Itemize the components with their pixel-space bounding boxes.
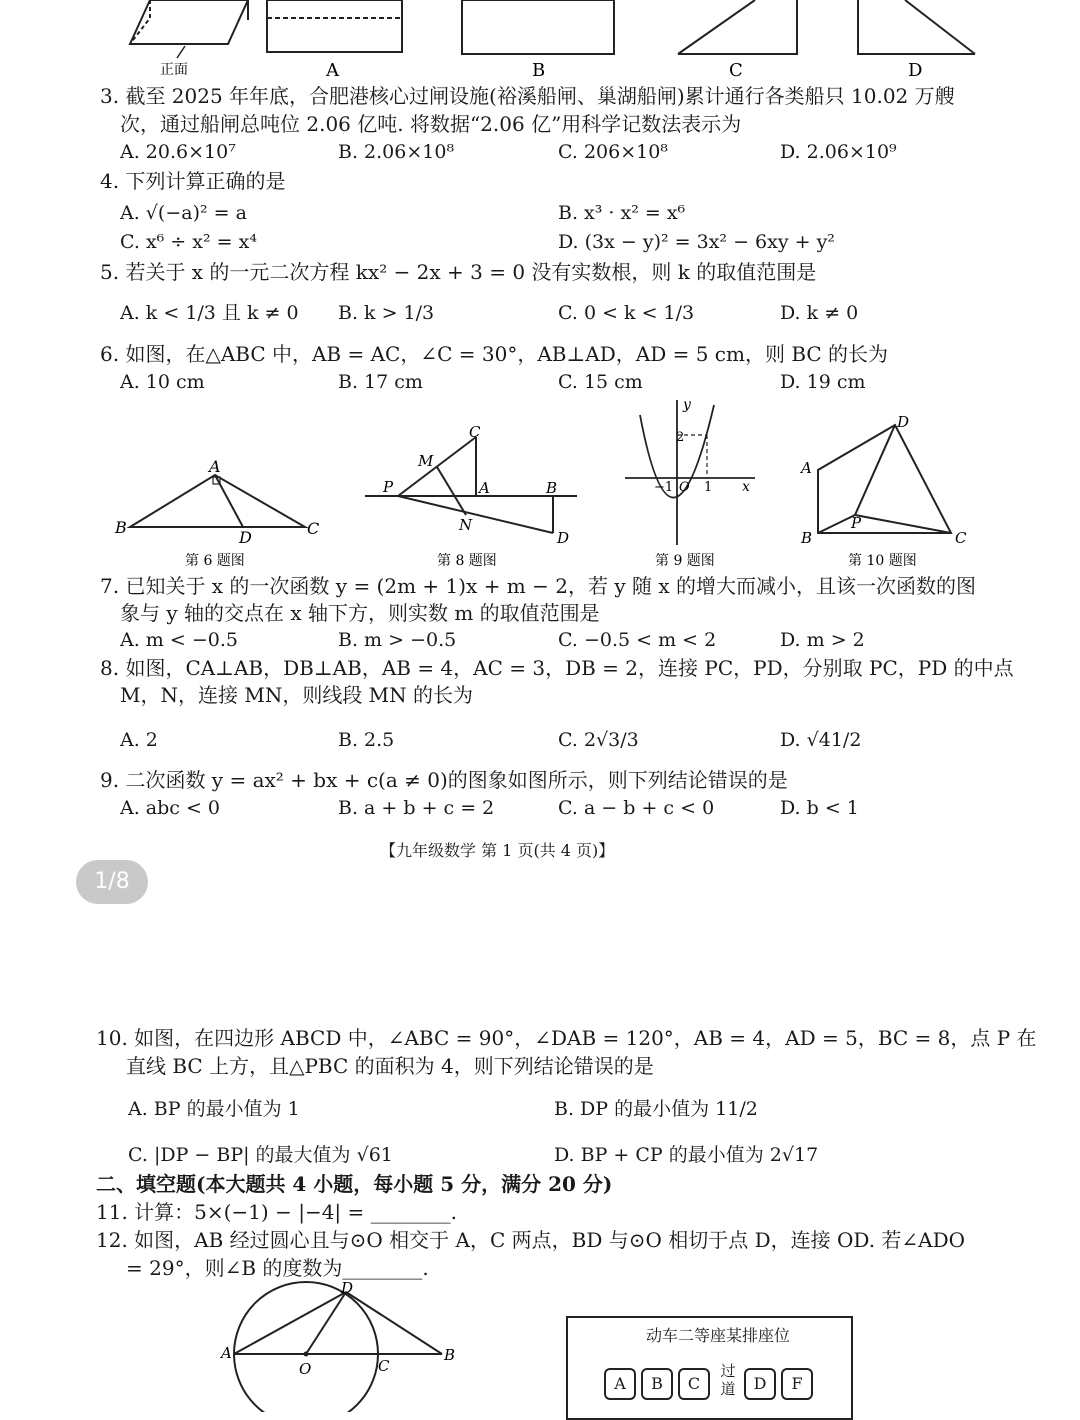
q7-option-a: A. m < −0.5 <box>120 629 238 651</box>
q7-line2: 象与 y 轴的交点在 x 轴下方，则实数 m 的取值范围是 <box>120 601 600 625</box>
q10-option-c: C. |DP − BP| 的最大值为 √61 <box>128 1144 393 1166</box>
q5-option-a: A. k < 1/3 且 k ≠ 0 <box>120 302 299 324</box>
fig10-point-a: A <box>801 459 812 477</box>
view-b-shape <box>462 0 614 54</box>
view-label-d: D <box>908 60 923 81</box>
caption-fig10: 第 10 题图 <box>848 553 917 569</box>
q4-option-b: B. x³ · x² = x⁶ <box>558 202 686 224</box>
q8-option-c: C. 2√3/3 <box>558 729 639 751</box>
fig8-point-m: M <box>418 452 434 470</box>
fig8-point-a: A <box>479 479 490 497</box>
q6-option-c: C. 15 cm <box>558 371 643 393</box>
fig10-point-d: D <box>897 413 910 431</box>
q7-option-d: D. m > 2 <box>780 629 865 651</box>
q12-line1: 12. 如图，AB 经过圆心且与⊙O 相交于 A，C 两点，BD 与⊙O 相切于点 D，连接 OD. 若∠ADO <box>96 1228 966 1252</box>
q10-option-a: A. BP 的最小值为 1 <box>128 1098 300 1120</box>
q4-option-a: A. √(−a)² = a <box>120 202 247 224</box>
q6-stem: 6. 如图，在△ABC 中，AB = AC，∠C = 30°，AB⊥AD，AD = 5 cm，则 BC 的长为 <box>100 342 889 366</box>
fig8-point-d: D <box>557 529 570 547</box>
fig9-label-y: y <box>683 397 691 413</box>
fig10-point-p: P <box>851 514 862 532</box>
fig6-point-a: A <box>209 457 221 476</box>
q7-option-c: C. −0.5 < m < 2 <box>558 629 717 651</box>
q8-line1: 8. 如图，CA⊥AB，DB⊥AB，AB = 4，AC = 3，DB = 2，连接 PC，PD，分别取 PC，PD 的中点 <box>100 656 1014 680</box>
q8-option-b: B. 2.5 <box>338 729 395 751</box>
q10-line1: 10. 如图，在四边形 ABCD 中，∠ABC = 90°，∠DAB = 120°，AB = 4，AD = 5，BC = 8，点 P 在 <box>96 1026 1037 1050</box>
q9-option-c: C. a − b + c < 0 <box>558 797 715 819</box>
q10-option-b: B. DP 的最小值为 11/2 <box>554 1098 758 1120</box>
q5-option-b: B. k > 1/3 <box>338 302 435 324</box>
q5-option-c: C. 0 < k < 1/3 <box>558 302 695 324</box>
fig9-label-1: 1 <box>704 480 713 495</box>
q12-figure <box>220 1280 470 1412</box>
q3-option-c: C. 206×10⁸ <box>558 141 668 163</box>
fig8-point-n: N <box>459 516 473 534</box>
q3-line2: 次，通过船闸总吨位 2.06 亿吨. 将数据“2.06 亿”用科学记数法表示为 <box>120 112 742 136</box>
q10-line2: 直线 BC 上方，且△PBC 的面积为 4，则下列结论错误的是 <box>126 1054 654 1078</box>
caption-fig6: 第 6 题图 <box>185 553 245 569</box>
q3-line1: 3. 截至 2025 年年底，合肥港核心过闸设施(裕溪船闸、巢湖船闸)累计通行各类船只 10.02 万艘 <box>100 84 955 108</box>
fig6-point-b: B <box>115 518 127 537</box>
view-label-a: A <box>326 60 339 81</box>
fig8-point-p: P <box>383 478 394 496</box>
page-footer: 【九年级数学 第 1 页(共 4 页)】 <box>380 841 615 860</box>
seat-panel-title: 动车二等座某排座位 <box>646 1326 791 1345</box>
q12-point-d: D <box>341 1280 354 1297</box>
q5-option-d: D. k ≠ 0 <box>780 302 859 324</box>
q12-point-o: O <box>299 1360 312 1378</box>
view-c-shape <box>678 0 797 54</box>
view-label-c: C <box>729 60 743 81</box>
fig9-label-2: 2 <box>676 430 685 445</box>
q12-point-b: B <box>444 1346 456 1364</box>
q3-option-d: D. 2.06×10⁹ <box>780 141 897 163</box>
fig8-point-b: B <box>546 479 558 497</box>
q5-stem: 5. 若关于 x 的一元二次方程 kx² − 2x + 3 = 0 没有实数根，则 k 的取值范围是 <box>100 260 817 284</box>
q7-line1: 7. 已知关于 x 的一次函数 y = (2m + 1)x + m − 2，若 y 随 x 的增大而减小，且该一次函数的图 <box>100 574 976 598</box>
figure-10 <box>818 425 951 533</box>
q8-option-d: D. √41/2 <box>780 729 862 751</box>
q9-stem: 9. 二次函数 y = ax² + bx + c(a ≠ 0)的图象如图所示，则下列结论错误的是 <box>100 768 788 792</box>
q9-option-b: B. a + b + c = 2 <box>338 797 495 819</box>
figures-row <box>0 395 1080 575</box>
page-indicator[interactable]: 1/8 <box>76 860 148 904</box>
q9-option-a: A. abc < 0 <box>120 797 221 819</box>
fig9-label-o: O <box>679 480 690 495</box>
fig9-label-x: x <box>742 479 750 495</box>
q6-option-a: A. 10 cm <box>120 371 205 393</box>
view-label-b: B <box>532 60 546 81</box>
seat-d: D <box>744 1368 776 1400</box>
q4-option-c: C. x⁶ ÷ x² = x⁴ <box>120 231 257 253</box>
seat-b: B <box>641 1368 673 1400</box>
q8-line2: M，N，连接 MN，则线段 MN 的长为 <box>120 683 474 707</box>
q7-option-b: B. m > −0.5 <box>338 629 457 651</box>
q11: 11. 计算：5×(−1) − |−4| = ________. <box>96 1200 457 1224</box>
front-label: 正面 <box>160 62 188 78</box>
fig6-point-d: D <box>239 528 252 547</box>
q12-point-c: C <box>378 1357 390 1375</box>
q10-option-d: D. BP + CP 的最小值为 2√17 <box>554 1144 819 1166</box>
fig10-point-b: B <box>801 529 813 547</box>
figure-9 <box>625 400 755 545</box>
q3-option-b: B. 2.06×10⁸ <box>338 141 455 163</box>
seat-c: C <box>678 1368 710 1400</box>
fig9-label-neg1: −1 <box>654 480 674 495</box>
q6-option-d: D. 19 cm <box>780 371 866 393</box>
section-2-heading: 二、填空题(本大题共 4 小题，每小题 5 分，满分 20 分) <box>96 1172 613 1196</box>
q4-option-d: D. (3x − y)² = 3x² − 6xy + y² <box>558 231 835 253</box>
caption-fig9: 第 9 题图 <box>655 553 715 569</box>
q12-point-a: A <box>221 1344 232 1362</box>
caption-fig8: 第 8 题图 <box>437 553 497 569</box>
fig10-point-c: C <box>955 529 967 547</box>
view-a-shape <box>267 0 402 52</box>
fig6-point-c: C <box>307 519 320 538</box>
figure-6 <box>130 475 305 527</box>
q8-option-a: A. 2 <box>120 729 158 751</box>
q4-stem: 4. 下列计算正确的是 <box>100 169 286 193</box>
seat-f: F <box>781 1368 813 1400</box>
q9-option-d: D. b < 1 <box>780 797 859 819</box>
seat-a: A <box>604 1368 636 1400</box>
aisle-label: 过道 <box>720 1362 736 1398</box>
q12-line2: = 29°，则∠B 的度数为________. <box>126 1256 429 1280</box>
top-figures <box>0 0 1080 84</box>
q6-option-b: B. 17 cm <box>338 371 423 393</box>
fig8-point-c: C <box>469 423 481 441</box>
q3-option-a: A. 20.6×10⁷ <box>120 141 236 163</box>
